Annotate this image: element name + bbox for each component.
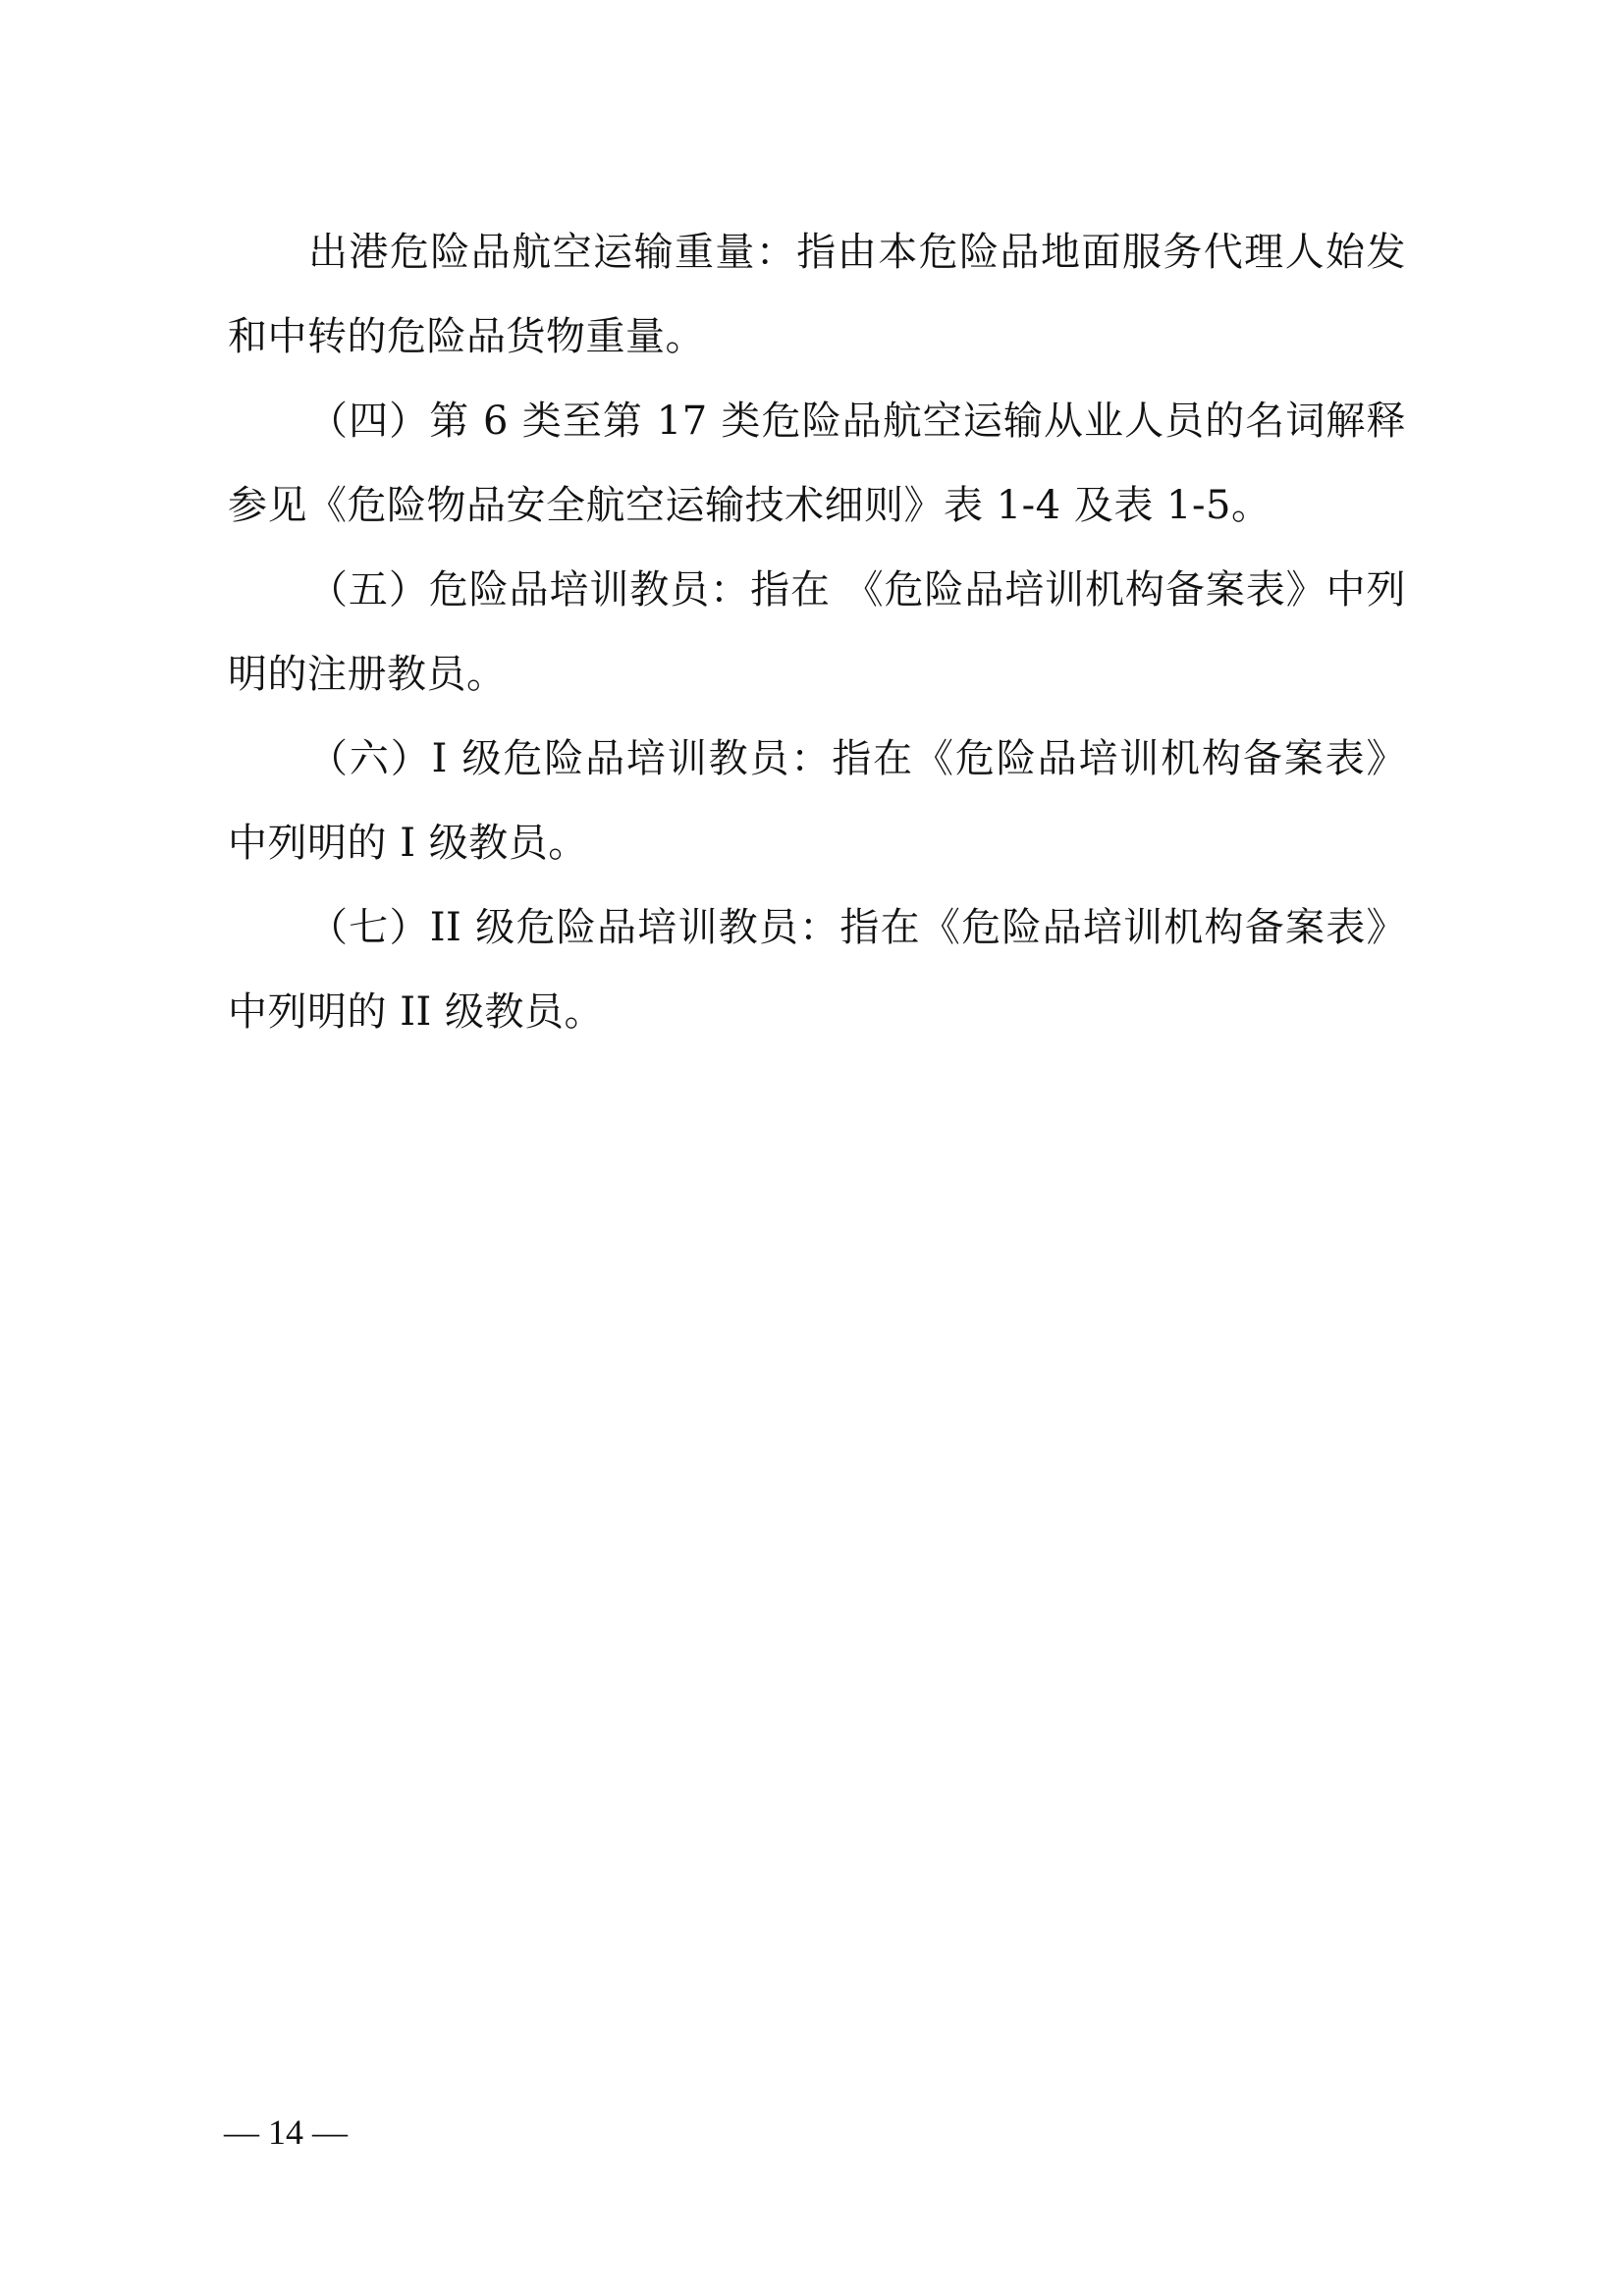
paragraph-item-6: （六）I 级危险品培训教员：指在《危险品培训机构备案表》中列明的 I 级教员。 — [228, 736, 1406, 866]
page-number: — 14 — — [224, 2112, 348, 2152]
paragraph-item-4: （四）第 6 类至第 17 类危险品航空运输从业人员的名词解释参见《危险物品安全航空运输技术细则》表 1-4 及表 1-5。 — [228, 399, 1406, 528]
document-body — [228, 210, 1406, 1054]
paragraph-outbound-weight: 出港危险品航空运输重量：指由本危险品地面服务代理人始发和中转的危险品货物重量。 — [228, 230, 1406, 359]
paragraph-item-7: （七）II 级危险品培训教员：指在《危险品培训机构备案表》中列明的 II 级教员。 — [228, 905, 1406, 1035]
paragraph-item-5: （五）危险品培训教员：指在 《危险品培训机构备案表》中列明的注册教员。 — [228, 567, 1406, 697]
